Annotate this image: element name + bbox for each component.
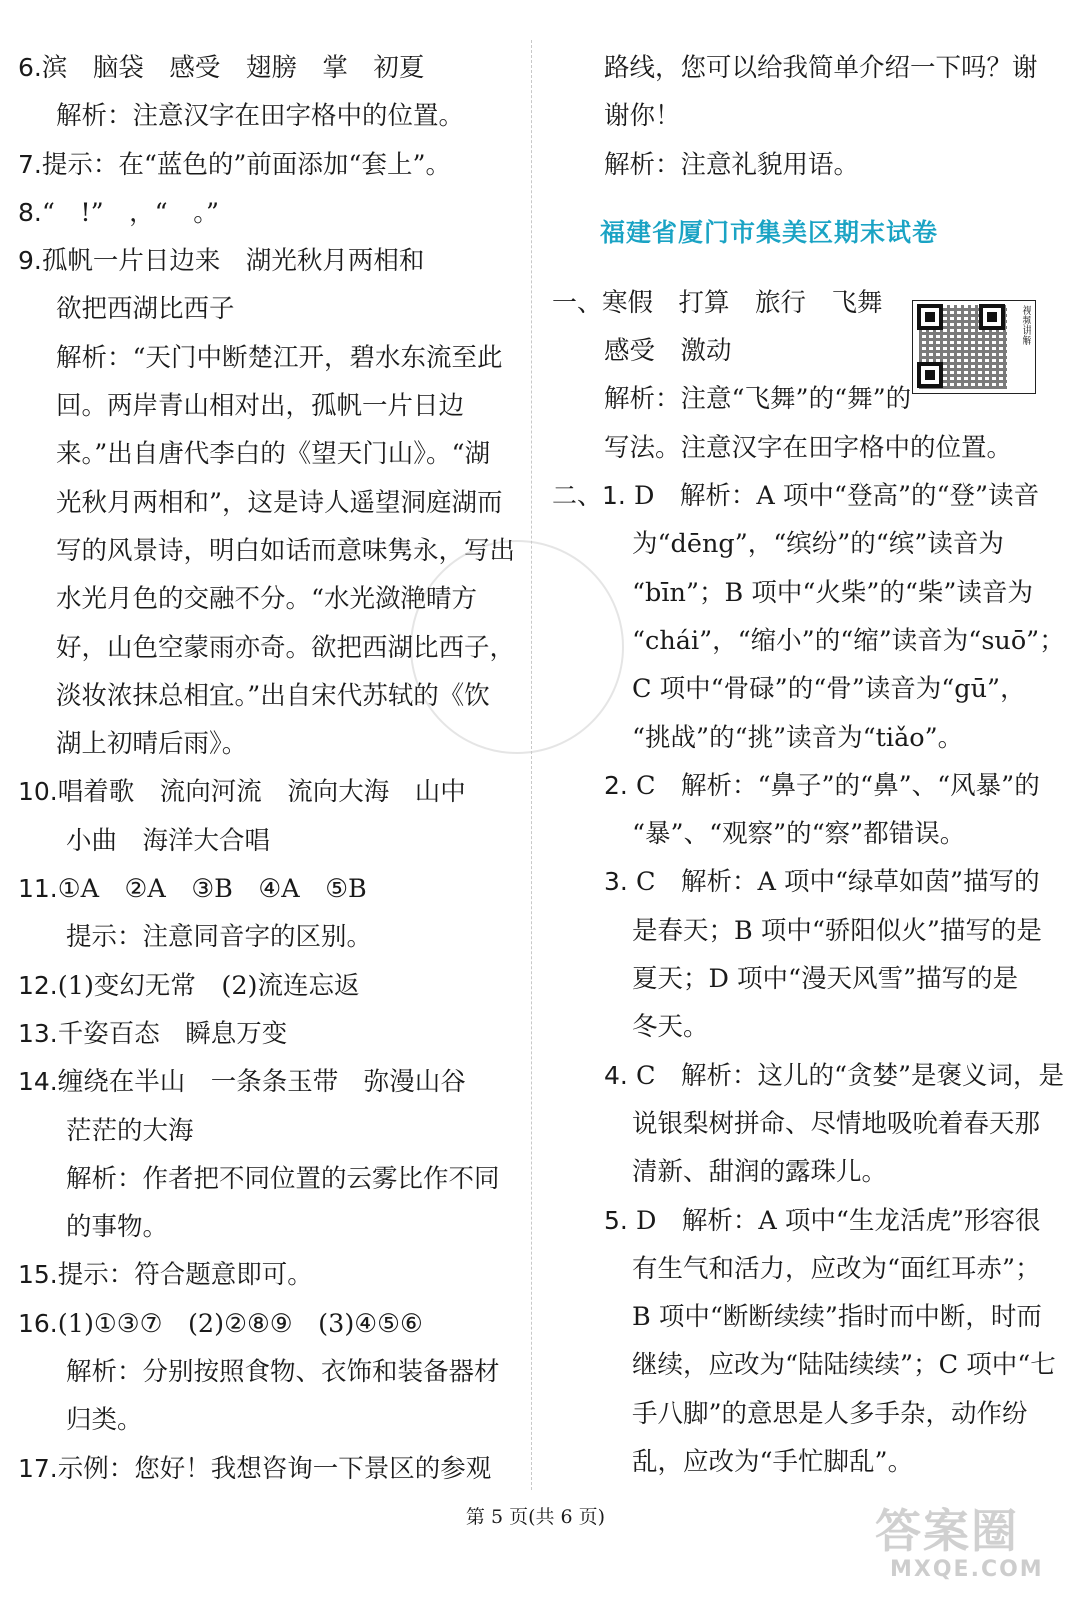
answer-line xyxy=(18,913,518,961)
answer-line xyxy=(18,817,518,865)
answer-text: 提示：符合题意即可。 xyxy=(57,1260,313,1291)
answer-text: “ !” ，“ 。” xyxy=(41,197,220,228)
item-number: 17. xyxy=(18,1453,58,1483)
answer-line xyxy=(18,1058,518,1106)
answer-text: 光秋月两相和”，这是诗人遥望洞庭湖而 xyxy=(56,487,503,518)
answer-line xyxy=(18,962,518,1010)
answer-line xyxy=(552,424,1052,472)
answer-text: 寒假 打算 旅行 飞舞 xyxy=(602,287,883,318)
answer-text: 有生气和活力，应改为“面红耳赤”； xyxy=(632,1253,1041,1284)
answer-text: 感受 激动 xyxy=(604,336,732,367)
answer-line xyxy=(552,569,1052,617)
answer-line xyxy=(552,1341,1056,1389)
answer-text: D 解析：A 项中“登高”的“登”读音 xyxy=(625,481,1040,512)
answer-text: 解析：分别按照食物、衣饰和装备器材 xyxy=(66,1357,500,1388)
answer-text: 夏天；D 项中“漫天风雪”描写的是 xyxy=(632,964,1019,995)
answer-line xyxy=(18,1203,518,1251)
answer-line xyxy=(552,1148,1052,1196)
watermark-url: MXQE.COM xyxy=(890,1557,1044,1582)
answer-text: 唱着歌 流向河流 流向大海 山中 xyxy=(57,777,466,808)
right-top-block xyxy=(552,44,1052,189)
answer-line xyxy=(552,1245,1052,1293)
answer-text: “挑战”的“挑”读音为“tiǎo”。 xyxy=(632,722,964,753)
answer-text: 示例：您好！我想咨询一下景区的参观 xyxy=(57,1453,492,1484)
page-footer: 第 5 页(共 6 页) xyxy=(465,1506,606,1528)
item-number: 3. xyxy=(604,867,628,897)
watermark-logo-text: 答案圈 xyxy=(875,1504,1019,1558)
answer-text: 谢你！ xyxy=(604,101,681,132)
answer-text: 茫茫的大海 xyxy=(66,1115,194,1146)
item-number: 9. xyxy=(18,246,42,276)
site-watermark xyxy=(820,1495,1060,1595)
item-number: 4. xyxy=(604,1060,628,1090)
answer-line xyxy=(18,1107,518,1155)
answer-text: (1)①③⑦ (2)②⑧⑨ (3)④⑤⑥ xyxy=(57,1308,423,1339)
answer-text: 孤帆一片日边来 湖光秋月两相和 xyxy=(41,246,425,277)
answer-line xyxy=(552,858,1052,906)
answer-text: 为“dēng”，“缤纷”的“缤”读音为 xyxy=(632,529,1004,560)
item-number: 11. xyxy=(18,874,58,904)
answer-line xyxy=(552,520,1052,568)
answer-text: 欲把西湖比西子 xyxy=(56,294,235,325)
answer-line xyxy=(18,768,518,816)
answer-line xyxy=(552,1293,1052,1341)
section-heading: 福建省厦门市集美区期末试卷 xyxy=(600,217,939,247)
qr-finder-top-right xyxy=(979,304,1005,330)
answer-line xyxy=(18,430,518,478)
answer-line xyxy=(18,1348,518,1396)
answer-line xyxy=(18,189,518,237)
item-number: 2. xyxy=(604,770,628,800)
answer-line xyxy=(18,1155,518,1203)
answer-line xyxy=(552,44,1052,92)
answer-line xyxy=(552,810,1052,858)
item-number: 二、1. xyxy=(552,481,626,511)
qr-code-image[interactable] xyxy=(912,300,1036,394)
answer-line xyxy=(552,1100,1052,1148)
answer-text: ①A ②A ③B ④A ⑤B xyxy=(57,874,367,905)
qr-finder-top-left xyxy=(917,304,943,330)
answer-text: 解析：注意“飞舞”的“舞”的 xyxy=(604,384,912,415)
answer-line xyxy=(18,44,518,92)
answer-line xyxy=(552,1197,1052,1245)
answer-text: C 解析：这儿的“贪婪”是褒义词，是 xyxy=(627,1060,1065,1091)
right-bottom-block xyxy=(552,279,1065,1486)
item-number: 6. xyxy=(18,53,42,82)
right-column xyxy=(552,44,1065,1486)
answer-line xyxy=(18,575,518,623)
answer-text: C 解析：“鼻子”的“鼻”、“风暴”的 xyxy=(627,770,1040,801)
answer-text: D 解析：A 项中“生龙活虎”形容很 xyxy=(627,1205,1041,1236)
item-number: 10. xyxy=(18,777,58,807)
answer-text: 小曲 海洋大合唱 xyxy=(66,825,271,856)
answer-line xyxy=(552,1052,1065,1100)
answer-text: 手八脚”的意思是人多手杂，动作纷 xyxy=(632,1398,1028,1429)
left-column xyxy=(18,44,518,1493)
answer-line xyxy=(18,672,518,720)
answer-line xyxy=(18,479,518,527)
answer-line xyxy=(552,141,1052,189)
answer-text: 是春天；B 项中“骄阳似火”描写的是 xyxy=(632,915,1042,946)
item-number: 13. xyxy=(18,1018,58,1048)
answer-text: 说银梨树拼命、尽情地吸吮着春天那 xyxy=(632,1108,1041,1139)
answer-line xyxy=(18,527,518,575)
answer-text: 路线，您可以给我简单介绍一下吗？谢 xyxy=(604,53,1038,83)
answer-text: “bīn”；B 项中“火柴”的“柴”读音为 xyxy=(632,577,1033,608)
answer-line xyxy=(18,1251,518,1299)
answer-line xyxy=(18,1010,518,1058)
answer-line xyxy=(552,92,1052,140)
item-number: 7. xyxy=(18,149,42,179)
answer-text: 回。两岸青山相对出，孤帆一片日边 xyxy=(56,391,465,422)
qr-finder-bottom-left xyxy=(917,362,943,388)
answer-text: 的事物。 xyxy=(66,1212,169,1243)
answer-text: 解析：作者把不同位置的云雾比作不同 xyxy=(66,1163,500,1194)
answer-text: 解析：注意汉字在田字格中的位置。 xyxy=(56,101,465,132)
answer-text: 缠绕在半山 一条条玉带 弥漫山谷 xyxy=(57,1067,466,1098)
item-number: 5. xyxy=(604,1205,628,1235)
answer-line xyxy=(18,237,518,285)
answer-line xyxy=(552,714,1052,762)
answer-text: 好，山色空蒙雨亦奇。欲把西湖比西子， xyxy=(56,632,516,663)
answer-text: 继续，应改为“陆陆续续”；C 项中“七 xyxy=(632,1350,1056,1381)
answer-text: “暴”、“观察”的“察”都错误。 xyxy=(632,819,966,850)
answer-line xyxy=(552,955,1052,1003)
answer-text: 清新、甜润的露珠儿。 xyxy=(632,1157,888,1188)
answer-text: 千姿百态 瞬息万变 xyxy=(57,1018,288,1049)
answer-line xyxy=(18,382,518,430)
answer-line xyxy=(18,92,518,140)
answer-text: 提示：在“蓝色的”前面添加“套上”。 xyxy=(41,149,452,180)
answer-line xyxy=(18,334,518,382)
answer-text: C 解析：A 项中“绿草如茵”描写的 xyxy=(627,867,1040,898)
answer-line xyxy=(18,1300,518,1348)
answer-text: 水光月色的交融不分。“水光潋滟晴方 xyxy=(56,584,478,615)
item-number: 14. xyxy=(18,1067,58,1097)
item-number: 16. xyxy=(18,1308,58,1338)
answer-line xyxy=(552,472,1052,520)
answer-line xyxy=(552,907,1052,955)
answer-text: C 项中“骨碌”的“骨”读音为“gū”， xyxy=(632,674,1026,705)
answer-text: 滨 脑袋 感受 翅膀 掌 初夏 xyxy=(41,53,425,83)
answer-text: 来。”出自唐代李白的《望天门山》。“湖 xyxy=(56,439,491,470)
answer-text: 写法。注意汉字在田字格中的位置。 xyxy=(604,432,1013,463)
answer-line xyxy=(552,762,1052,810)
answer-text: 提示：注意同音字的区别。 xyxy=(66,922,373,953)
answer-text: 解析：“天门中断楚江开，碧水东流至此 xyxy=(56,342,503,373)
answer-line xyxy=(18,720,518,768)
answer-line xyxy=(18,1396,518,1444)
item-number: 12. xyxy=(18,970,58,1000)
column-divider xyxy=(531,40,532,1490)
answer-line xyxy=(18,1445,518,1493)
answer-text: 冬天。 xyxy=(632,1012,709,1043)
answer-text: 湖上初晴后雨》。 xyxy=(56,729,248,760)
answer-line xyxy=(552,1390,1052,1438)
answer-line xyxy=(18,285,518,333)
answer-line xyxy=(18,865,518,913)
answer-line xyxy=(552,1438,1052,1486)
answer-text: 乱，应改为“手忙脚乱”。 xyxy=(632,1447,914,1478)
answer-line xyxy=(18,141,518,189)
item-number: 一、 xyxy=(552,287,603,317)
answer-line xyxy=(552,665,1052,713)
answer-text: 解析：注意礼貌用语。 xyxy=(604,149,860,180)
answer-line xyxy=(18,624,518,672)
answer-text: 归类。 xyxy=(66,1405,143,1436)
answer-text: 淡妆浓抹总相宜。”出自宋代苏轼的《饮 xyxy=(56,680,490,711)
answer-text: (1)变幻无常 (2)流连忘返 xyxy=(57,970,360,1001)
answer-text: “chái”，“缩小”的“缩”读音为“suō”； xyxy=(632,625,1065,656)
qr-side-label: 视频讲解 xyxy=(1020,305,1031,345)
item-number: 15. xyxy=(18,1260,58,1290)
answer-line xyxy=(552,617,1065,665)
item-number: 8. xyxy=(18,197,42,227)
answer-line xyxy=(552,1003,1052,1051)
answer-text: B 项中“断断续续”指时而中断，时而 xyxy=(632,1302,1042,1333)
answer-text: 写的风景诗，明白如话而意味隽永，写出 xyxy=(56,535,516,566)
